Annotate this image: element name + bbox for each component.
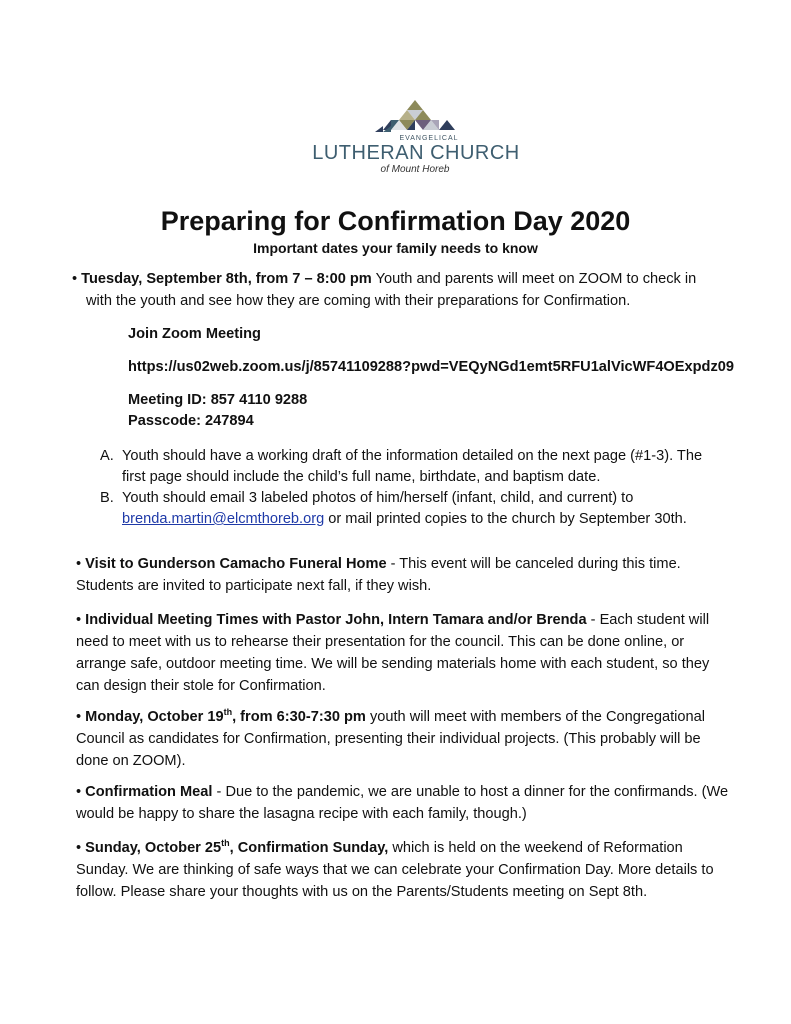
tuesday-task-list xyxy=(100,446,750,530)
list-marker: A. xyxy=(100,448,114,464)
triangle-mosaic-mountain-icon xyxy=(360,98,470,134)
zoom-meeting-id: Meeting ID: 857 4110 9288 xyxy=(128,392,308,408)
bullet-icon: • xyxy=(76,784,82,800)
zoom-meeting-url[interactable]: https://us02web.zoom.us/j/85741109288?pwd=VEQyNGd1emt5RFU1alVicWF4OExpdz09 xyxy=(128,359,734,375)
page-title: Preparing for Confirmation Day 2020 xyxy=(160,206,631,236)
bullet-icon: • xyxy=(76,709,82,725)
bullet-icon: • xyxy=(76,556,82,572)
event-text: - Due to the pandemic, we are unable to host a dinner for the confirmands. (We xyxy=(212,784,729,800)
bullet-icon: • xyxy=(76,612,82,628)
event-text: Students are invited to participate next fall, if they wish. xyxy=(76,578,432,594)
event-text: follow. Please share your thoughts with us on the Parents/Students meeting on Sept 8th. xyxy=(76,884,648,900)
event-confirmation-meal xyxy=(76,781,776,825)
list-text: first page should include the child’s full name, birthdate, and baptism date. xyxy=(122,469,601,485)
list-marker: B. xyxy=(100,490,114,506)
event-text: arrange safe, outdoor meeting time. We will be sending materials home with each student, so they xyxy=(76,656,710,672)
zoom-passcode: Passcode: 247894 xyxy=(128,413,254,429)
event-funeral xyxy=(76,553,776,597)
event-text: - This event will be canceled during this time. xyxy=(386,556,681,572)
event-heading: Sunday, October 25th, Confirmation Sunday, xyxy=(85,838,389,856)
event-text: - Each student will xyxy=(586,612,710,628)
event-text: need to meet with us to rehearse their presentation for the council. This can be done online, or xyxy=(76,634,685,650)
event-heading: Confirmation Meal xyxy=(85,784,213,800)
event-heading: Visit to Gunderson Camacho Funeral Home xyxy=(85,556,387,572)
event-text: would be happy to share the lasagna recipe with each family, though.) xyxy=(76,806,527,822)
event-text: youth will meet with members of the Congregational xyxy=(365,709,705,725)
event-sunday xyxy=(76,837,776,903)
event-text: with the youth and see how they are coming with their preparations for Confirmation. xyxy=(86,293,631,309)
event-text: Sunday. We are thinking of safe ways that we can celebrate your Confirmation Day. More details to xyxy=(76,862,714,878)
page-subtitle: Important dates your family needs to know xyxy=(253,240,538,256)
email-link[interactable]: brenda.martin@elcmthoreb.org xyxy=(122,511,325,527)
event-tuesday xyxy=(72,268,772,312)
list-item xyxy=(100,488,750,530)
event-heading: Tuesday, September 8th, from 7 – 8:00 pm xyxy=(81,271,372,287)
event-text: Youth and parents will meet on ZOOM to check in xyxy=(371,271,697,287)
bullet-icon: • xyxy=(72,271,78,287)
church-logo xyxy=(312,98,520,188)
zoom-join-label: Join Zoom Meeting xyxy=(128,326,261,342)
logo-location: of Mount Horeb xyxy=(380,164,450,175)
event-monday xyxy=(76,706,776,772)
event-text: which is held on the weekend of Reformation xyxy=(388,840,683,856)
list-text: or mail printed copies to the church by September 30th. xyxy=(324,511,687,527)
event-text: Council as candidates for Confirmation, presenting their individual projects. (This probably will be xyxy=(76,731,701,747)
logo-church-name: LUTHERAN CHURCH xyxy=(312,142,520,164)
event-text: done on ZOOM). xyxy=(76,753,186,769)
event-heading: Individual Meeting Times with Pastor John, Intern Tamara and/or Brenda xyxy=(85,612,587,628)
list-item xyxy=(100,446,750,488)
event-individual-meetings xyxy=(76,609,776,697)
list-text: Youth should have a working draft of the information detailed on the next page (#1-3). The xyxy=(122,448,703,464)
logo-evangelical: EVANGELICAL xyxy=(399,135,459,142)
bullet-icon: • xyxy=(76,840,82,856)
list-text: Youth should email 3 labeled photos of him/herself (infant, child, and current) to xyxy=(122,490,634,506)
event-text: can design their stole for Confirmation. xyxy=(76,678,326,694)
event-heading: Monday, October 19th, from 6:30-7:30 pm xyxy=(85,707,366,725)
